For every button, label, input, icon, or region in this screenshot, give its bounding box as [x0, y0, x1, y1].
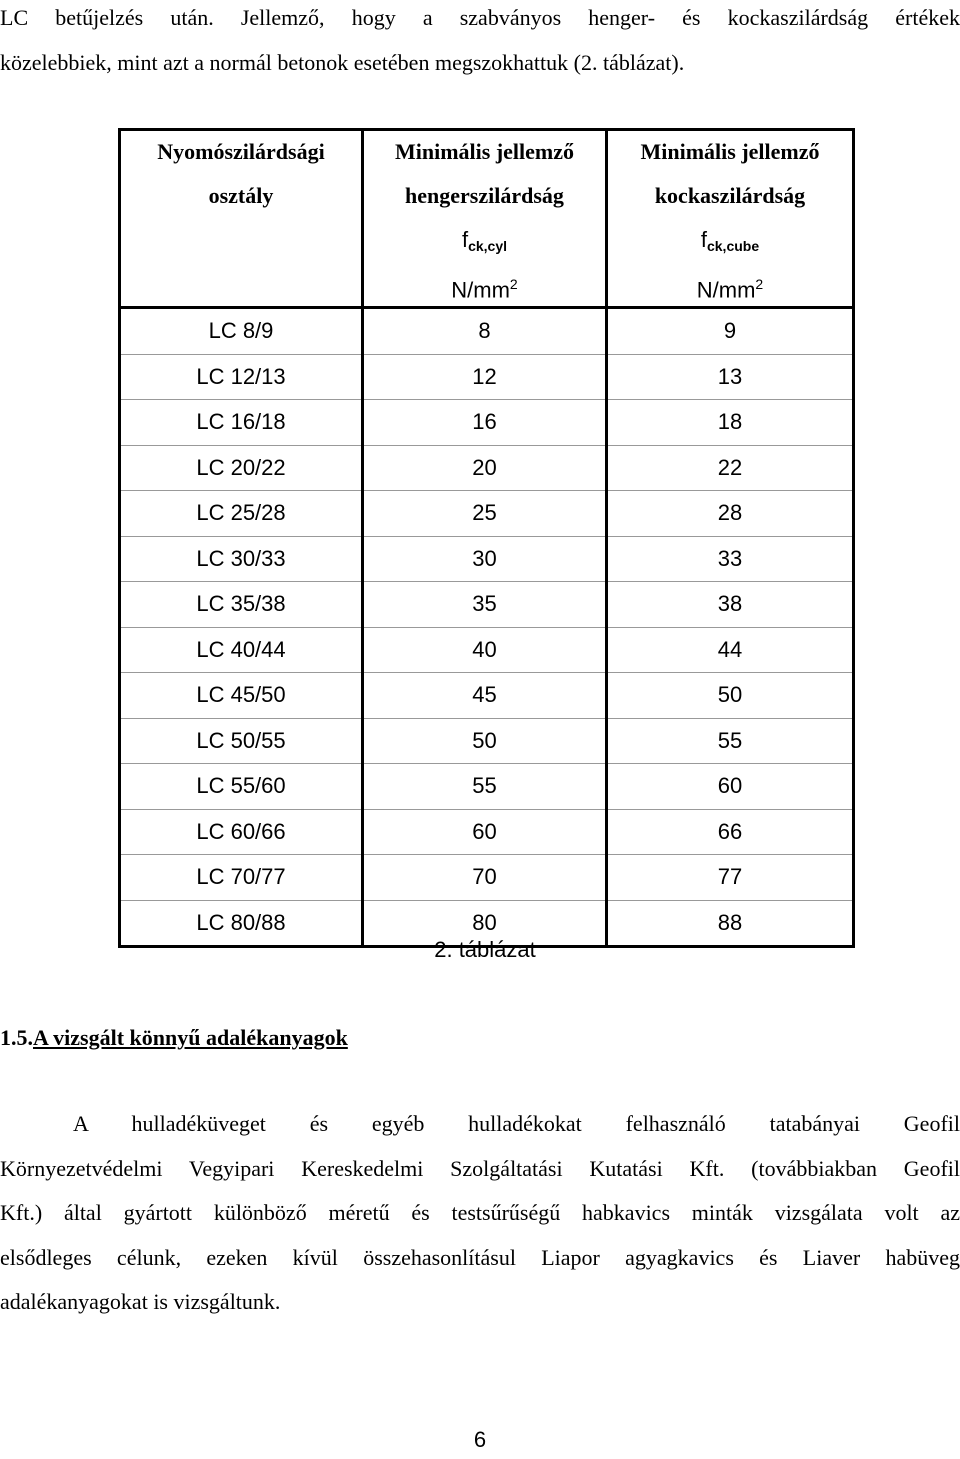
cell-cylinder-value: 40: [363, 627, 607, 673]
cell-strength-class: LC 30/33: [120, 536, 363, 582]
header-symbol: fck,cube: [700, 227, 760, 254]
header-text: Minimális jellemző: [394, 139, 574, 164]
cell-cube-value: 60: [607, 764, 854, 810]
table-row: [120, 536, 854, 582]
header-text: kockaszilárdság: [654, 183, 806, 208]
cell-strength-class: LC 55/60: [120, 764, 363, 810]
cell-cube-value: 38: [607, 582, 854, 628]
cell-cylinder-value: 55: [363, 764, 607, 810]
table-row: [120, 491, 854, 537]
body-line: A hulladéküveget és egyéb hulladékokat felhasználó tatabányai Geofil: [73, 1111, 960, 1136]
cell-strength-class: LC 20/22: [120, 445, 363, 491]
header-unit: $N/mm^2$: [696, 276, 764, 303]
header-text: hengerszilárdság: [405, 183, 564, 208]
cell-cylinder-value: 20: [363, 445, 607, 491]
cell-strength-class: LC 45/50: [120, 673, 363, 719]
cell-cube-value: 77: [607, 855, 854, 901]
cell-strength-class: LC 35/38: [120, 582, 363, 628]
cell-cylinder-value: 30: [363, 536, 607, 582]
cell-cylinder-value: 35: [363, 582, 607, 628]
cell-strength-class: LC 8/9: [120, 308, 363, 355]
cell-cube-value: 13: [607, 354, 854, 400]
cell-strength-class: LC 80/88: [120, 900, 363, 947]
cell-strength-class: LC 16/18: [120, 400, 363, 446]
body-line: Kft.) által gyártott különböző méretű és testsűrűségű habkavics minták vizsgálata volt az: [0, 1200, 960, 1225]
cell-strength-class: LC 50/55: [120, 718, 363, 764]
cell-strength-class: LC 60/66: [120, 809, 363, 855]
cell-strength-class: LC 25/28: [120, 491, 363, 537]
section-heading: [0, 1016, 348, 1060]
cell-cylinder-value: 50: [363, 718, 607, 764]
header-text: Minimális jellemző: [640, 139, 820, 164]
table-row: [120, 855, 854, 901]
cell-cylinder-value: 16: [363, 400, 607, 446]
table-row: [120, 354, 854, 400]
cell-cube-value: 55: [607, 718, 854, 764]
table-row: [120, 673, 854, 719]
page-number: 6: [473, 1427, 487, 1452]
cell-cylinder-value: 8: [363, 308, 607, 355]
table-row: [120, 582, 854, 628]
section-title: A vizsgált könnyű adalékanyagok: [33, 1025, 348, 1050]
cell-cube-value: 33: [607, 536, 854, 582]
strength-class-table: [118, 128, 855, 948]
cell-cylinder-value: 60: [363, 809, 607, 855]
table-row: [120, 400, 854, 446]
intro-paragraph: [0, 0, 960, 85]
cell-cube-value: 88: [607, 900, 854, 947]
body-paragraph: [0, 1102, 960, 1325]
table-caption: 2. táblázat: [434, 937, 536, 962]
header-text: osztály: [208, 183, 274, 208]
cell-cylinder-value: 45: [363, 673, 607, 719]
header-cylinder-strength: [363, 130, 607, 308]
header-cube-strength: [607, 130, 854, 308]
cell-strength-class: LC 12/13: [120, 354, 363, 400]
header-unit: $N/mm^2$: [451, 276, 518, 303]
cell-cube-value: 18: [607, 400, 854, 446]
cell-cylinder-value: 25: [363, 491, 607, 537]
cell-strength-class: LC 40/44: [120, 627, 363, 673]
cell-cylinder-value: 80: [363, 900, 607, 947]
cell-cube-value: 44: [607, 627, 854, 673]
header-symbol: fck,cyl: [461, 227, 508, 254]
cell-cube-value: 22: [607, 445, 854, 491]
table-header-row: [120, 130, 854, 308]
table-row: [120, 445, 854, 491]
cell-cube-value: 66: [607, 809, 854, 855]
body-line: elsődleges célunk, ezeken kívül összehasonlításul Liapor agyagkavics és Liaver habüveg: [0, 1244, 960, 1270]
intro-line: LC betűjelzés után. Jellemző, hogy a szabványos henger- és kockaszilárdság értékek: [0, 5, 960, 30]
table-row: [120, 308, 854, 355]
header-text: Nyomószilárdsági: [157, 139, 325, 164]
cell-cube-value: 9: [607, 308, 854, 355]
body-line: Környezetvédelmi Vegyipari Kereskedelmi Szolgáltatási Kutatási Kft. (továbbiakban Geofil: [0, 1155, 960, 1181]
table-row: [120, 809, 854, 855]
table-row: [120, 627, 854, 673]
header-strength-class: [120, 130, 363, 308]
section-number: 1.5.: [0, 1025, 33, 1050]
cell-strength-class: LC 70/77: [120, 855, 363, 901]
cell-cylinder-value: 70: [363, 855, 607, 901]
cell-cube-value: 50: [607, 673, 854, 719]
cell-cube-value: 28: [607, 491, 854, 537]
body-line: adalékanyagokat is vizsgáltunk.: [0, 1289, 281, 1314]
cell-cylinder-value: 12: [363, 354, 607, 400]
intro-line: közelebbiek, mint azt a normál betonok esetében megszokhattuk (2. táblázat).: [0, 49, 685, 75]
table-row: [120, 718, 854, 764]
table-row: [120, 764, 854, 810]
